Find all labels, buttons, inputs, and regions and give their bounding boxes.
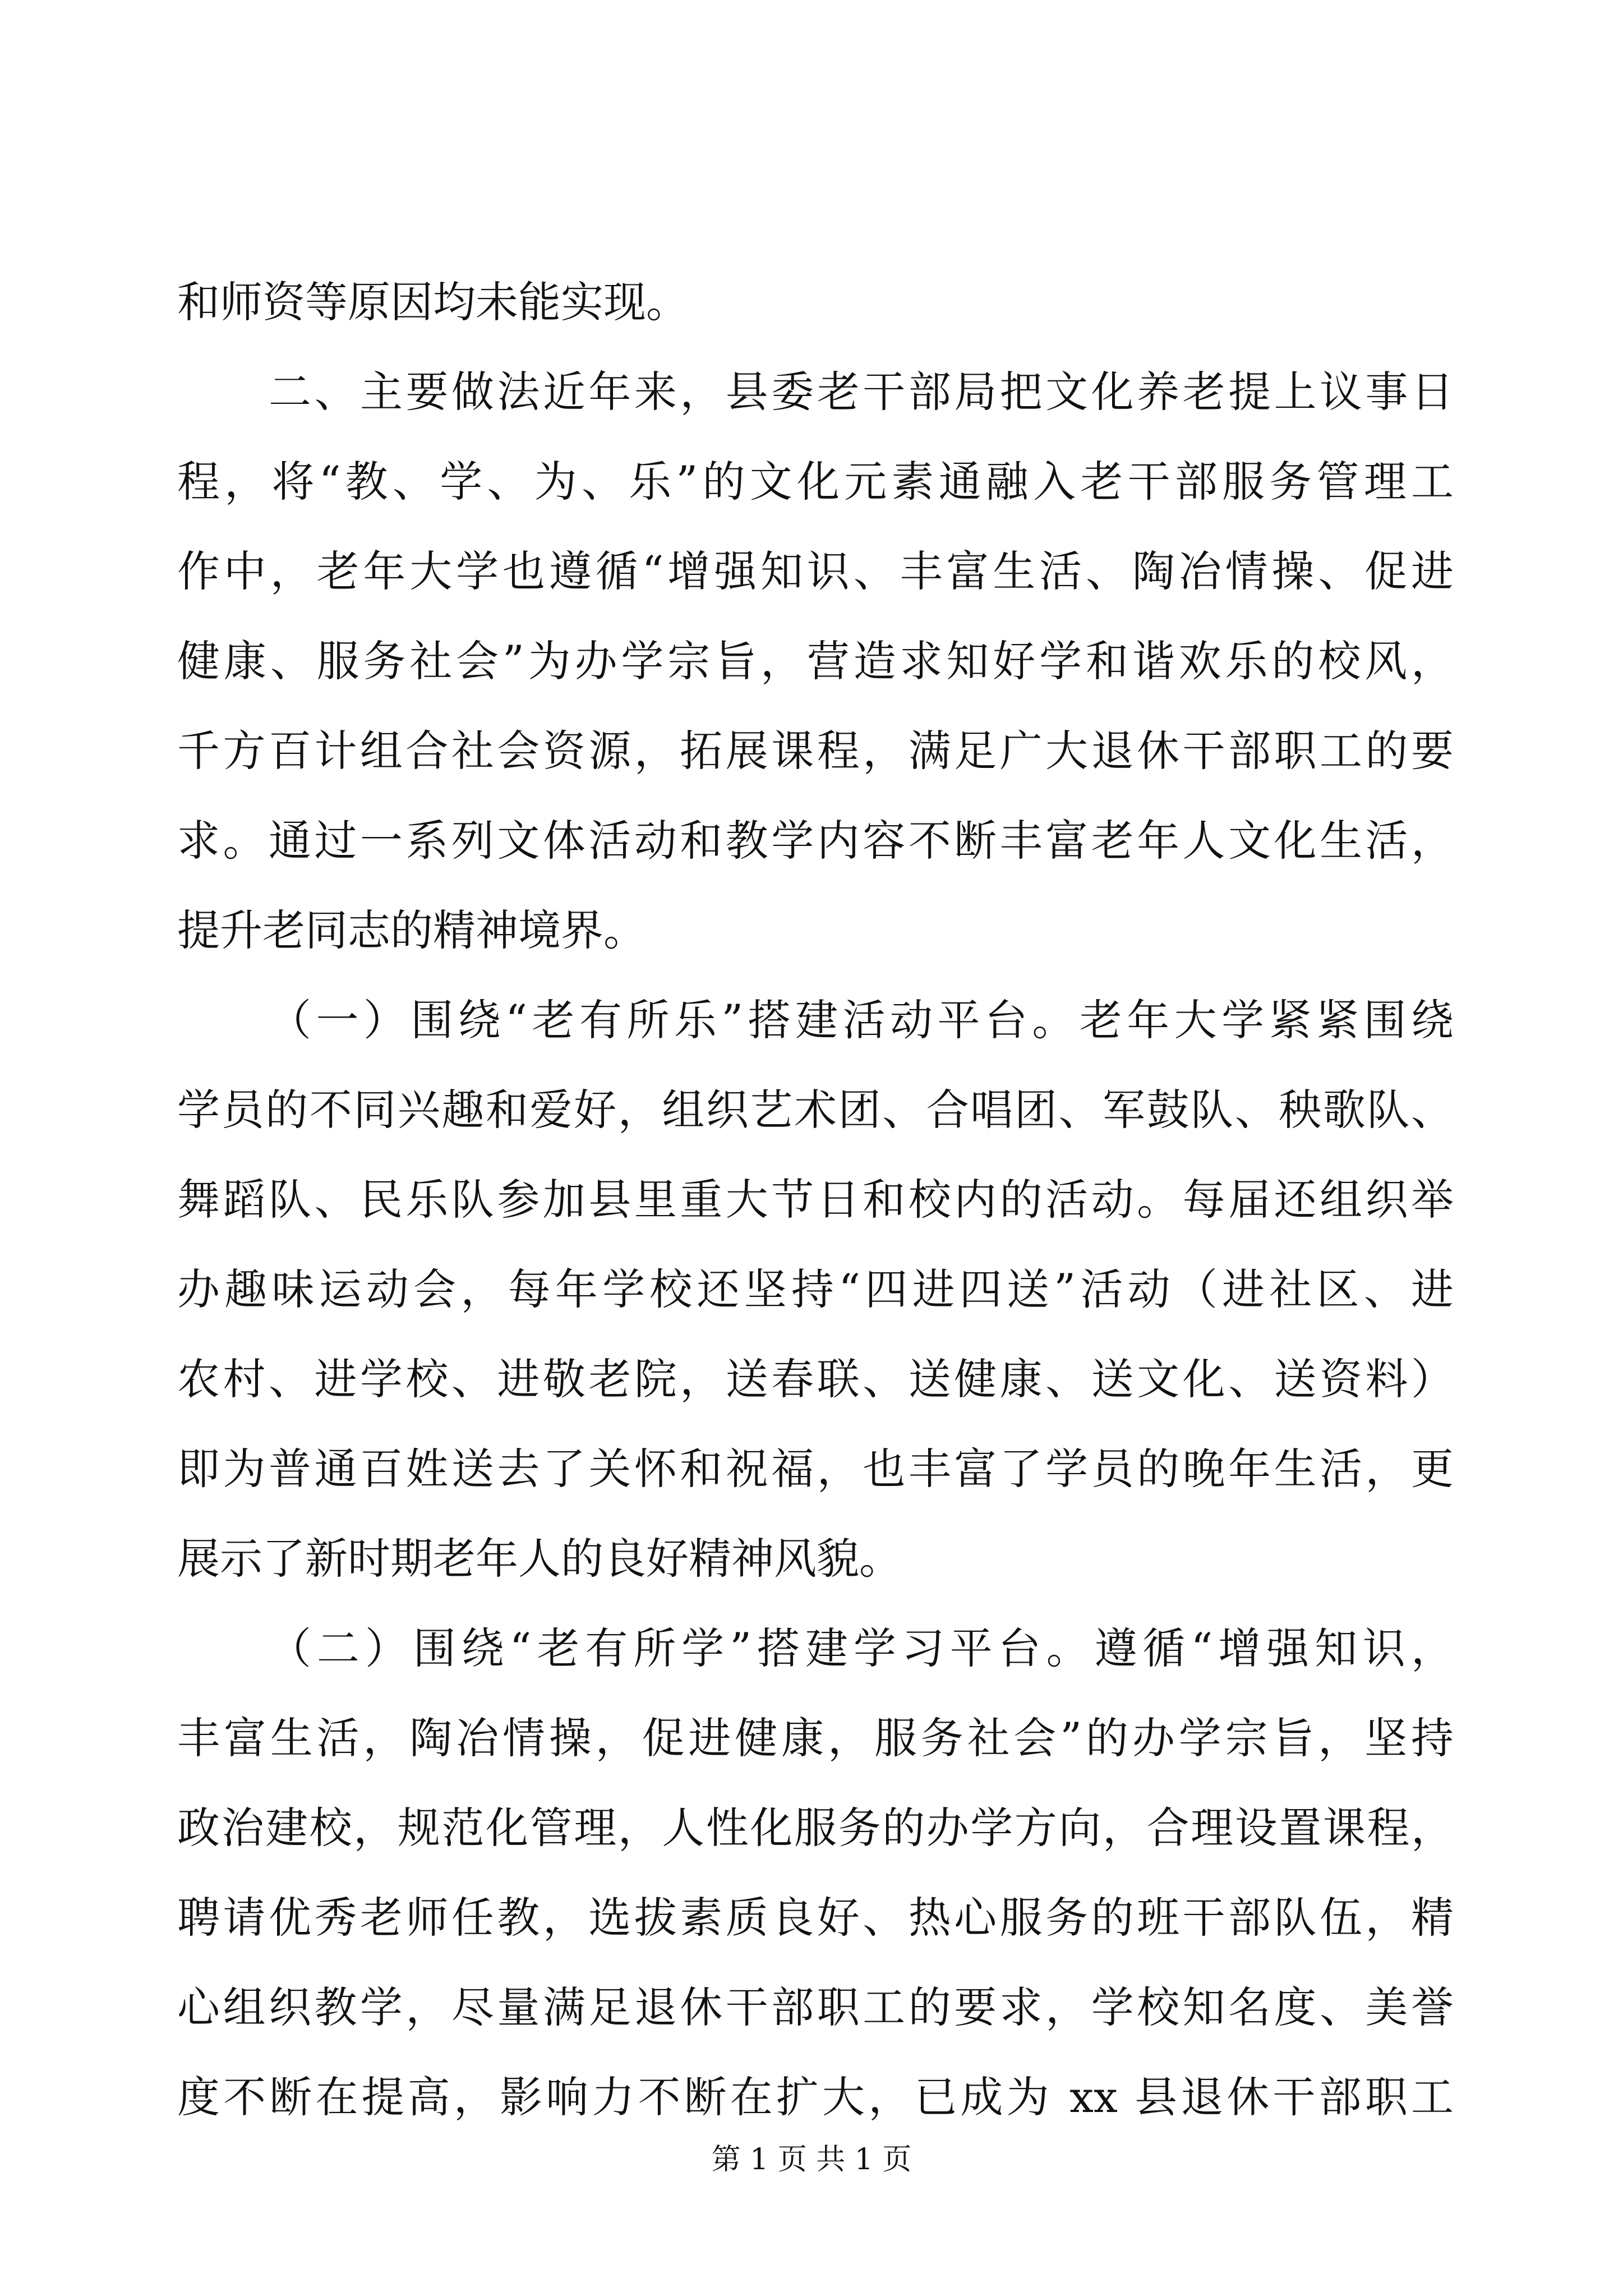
paragraph-line: 求。通过一系列文体活动和教学内容不断丰富老年人文化生活，	[177, 816, 1454, 866]
paragraph-line: 二、主要做法近年来，县委老干部局把文化养老提上议事日	[269, 367, 1454, 417]
paragraph-line: 政治建校，规范化管理，人性化服务的办学方向，合理设置课程，	[177, 1803, 1454, 1853]
paragraph-line: 千方百计组合社会资源，拓展课程，满足广大退休干部职工的要	[177, 726, 1454, 776]
paragraph	[177, 1604, 1454, 2142]
document-body	[177, 257, 1454, 2142]
page-number-footer: 第 1 页 共 1 页	[711, 2143, 912, 2177]
paragraph-line: （一）围绕“老有所乐”搭建活动平台。老年大学紧紧围绕	[269, 995, 1454, 1045]
paragraph	[177, 257, 1454, 347]
paragraph-line: 作中，老年大学也遵循“增强知识、丰富生活、陶冶情操、促进	[177, 546, 1454, 596]
paragraph-line: 即为普通百姓送去了关怀和祝福，也丰富了学员的晚年生活，更	[177, 1444, 1454, 1494]
paragraph-line: 展示了新时期老年人的良好精神风貌。	[177, 1534, 902, 1584]
paragraph-line: 学员的不同兴趣和爱好，组织艺术团、合唱团、军鼓队、秧歌队、	[177, 1085, 1454, 1135]
paragraph	[177, 976, 1454, 1604]
paragraph	[177, 347, 1454, 976]
paragraph-line: 健康、服务社会”为办学宗旨，营造求知好学和谐欢乐的校风，	[177, 636, 1454, 686]
paragraph-line: 和师资等原因均未能实现。	[177, 277, 689, 327]
paragraph-line: 办趣味运动会，每年学校还坚持“四进四送”活动（进社区、进	[177, 1264, 1454, 1314]
paragraph-line: 舞蹈队、民乐队参加县里重大节日和校内的活动。每届还组织举	[177, 1175, 1454, 1225]
paragraph-line: 丰富生活，陶冶情操，促进健康，服务社会”的办学宗旨，坚持	[177, 1713, 1454, 1763]
paragraph-line: 程，将“教、学、为、乐”的文化元素通融入老干部服务管理工	[177, 457, 1454, 507]
paragraph-line: 度不断在提高，影响力不断在扩大，已成为 xx 县退休干部职工	[177, 2072, 1454, 2122]
paragraph-line: 聘请优秀老师任教，选拔素质良好、热心服务的班干部队伍，精	[177, 1893, 1454, 1943]
paragraph-line: 农村、进学校、进敬老院，送春联、送健康、送文化、送资料）	[177, 1354, 1454, 1404]
paragraph-line: （二）围绕“老有所学”搭建学习平台。遵循“增强知识，	[269, 1623, 1454, 1673]
paragraph-line: 心组织教学，尽量满足退休干部职工的要求，学校知名度、美誉	[177, 1982, 1454, 2032]
paragraph-line: 提升老同志的精神境界。	[177, 905, 646, 955]
